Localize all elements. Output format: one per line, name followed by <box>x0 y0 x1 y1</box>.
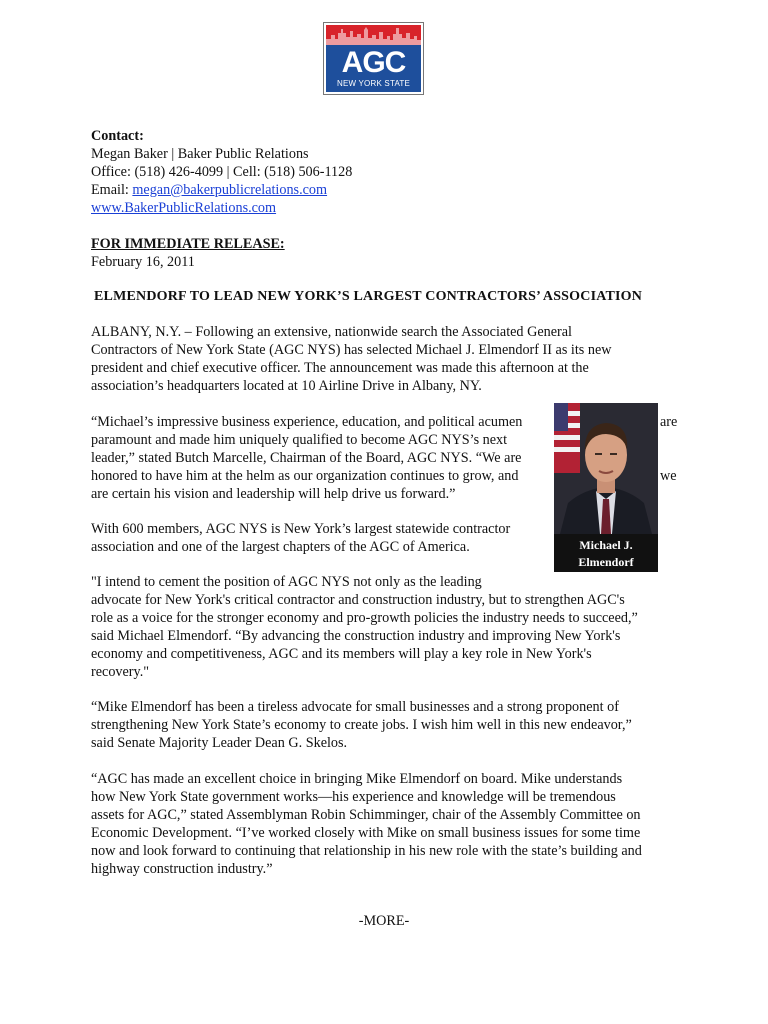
p2-line-tail: are <box>660 414 678 430</box>
p4-line: "I intend to cement the position of AGC NYS not only as the leading <box>91 574 482 590</box>
p6-line: “AGC has made an excellent choice in bringing Mike Elmendorf on board. Mike understands <box>91 771 623 787</box>
photo-caption <box>554 534 658 572</box>
p2-line: leader,” stated Butch Marcelle, Chairman of the Board, AGC NYS. “We are <box>91 450 522 466</box>
more-indicator: -MORE- <box>358 913 410 929</box>
p3-line: With 600 members, AGC NYS is New York’s largest statewide contractor <box>91 521 511 537</box>
p2-line: paramount and made him uniquely qualified to become AGC NYS’s next <box>91 432 508 448</box>
p2-line: are certain his vision and leadership will help drive us forward.” <box>91 486 456 502</box>
portrait-image <box>554 403 658 534</box>
website-link[interactable]: www.BakerPublicRelations.com <box>91 200 277 216</box>
p6-line: now and look forward to continuing that relationship in his new role with the state’s building and <box>91 843 642 859</box>
p1-line: president and chief executive officer. The announcement was made this afternoon at the <box>91 360 589 376</box>
p6-line: assets for AGC,” stated Assemblyman Robin Schimminger, chair of the Assembly Committee on <box>91 807 641 823</box>
p4-line: said Michael Elmendorf. “By advancing the construction industry and improving New York's <box>91 628 621 644</box>
p5-line: “Mike Elmendorf has been a tireless advocate for small businesses and a strong proponent of <box>91 699 619 715</box>
p4-line: role as a voice for the stronger economy and pro-growth policies the industry needs to succeed,” <box>91 610 638 626</box>
contact-name: Megan Baker | Baker Public Relations <box>91 146 309 162</box>
p1-line: association’s headquarters located at 10 Airline Drive in Albany, NY. <box>91 378 482 394</box>
contact-label: Contact: <box>91 128 144 144</box>
p6-line: highway construction industry.” <box>91 861 273 877</box>
contact-email-line <box>91 181 327 199</box>
logo-blue-field <box>326 45 421 92</box>
p6-line: Economic Development. “I’ve worked closely with Mike on small business issues for some time <box>91 825 641 841</box>
caption-line: Michael J. <box>579 538 633 552</box>
contact-phone: Office: (518) 426-4099 | Cell: (518) 506-1128 <box>91 164 353 180</box>
p4-line: economy and competitiveness, AGC and its members will play a key role in New York's <box>91 646 592 662</box>
p4-line: recovery." <box>91 664 150 680</box>
release-label: FOR IMMEDIATE RELEASE: <box>91 236 285 252</box>
release-date: February 16, 2011 <box>91 254 195 270</box>
p2-line: “Michael’s impressive business experience, education, and political acumen <box>91 414 523 430</box>
p2-line-tail: we <box>660 468 677 484</box>
skyline-band <box>326 25 421 45</box>
headline: ELMENDORF TO LEAD NEW YORK’S LARGEST CONTRACTORS’ ASSOCIATION <box>94 289 643 304</box>
p1-line: Contractors of New York State (AGC NYS) has selected Michael J. Elmendorf II as its new <box>91 342 612 358</box>
email-link[interactable]: megan@bakerpublicrelations.com <box>132 182 328 198</box>
logo-wordmark: AGC <box>341 46 406 79</box>
p6-line: how New York State government works—his experience and knowledge will be tremendous <box>91 789 616 805</box>
p4-line: advocate for New York's critical contractor and construction industry, but to strengthen AGC's <box>91 592 625 608</box>
p3-line: association and one of the largest chapters of the AGC of America. <box>91 539 470 555</box>
logo-subtitle: NEW YORK STATE <box>336 79 411 88</box>
skyline-icon <box>326 25 421 45</box>
agc-nys-logo <box>323 22 424 95</box>
contact-website-line <box>91 199 276 217</box>
p2-line: honored to have him at the helm as our organization continues to grow, and <box>91 468 519 484</box>
p5-line: strengthening New York State’s economy to create jobs. I wish him well in this new endeavor,” <box>91 717 632 733</box>
p1-line: ALBANY, N.Y. – Following an extensive, nationwide search the Associated General <box>91 324 572 340</box>
email-label: Email: <box>91 182 133 198</box>
p5-line: said Senate Majority Leader Dean G. Skelos. <box>91 735 348 751</box>
caption-line: Elmendorf <box>578 555 634 569</box>
elmendorf-portrait <box>554 403 658 534</box>
